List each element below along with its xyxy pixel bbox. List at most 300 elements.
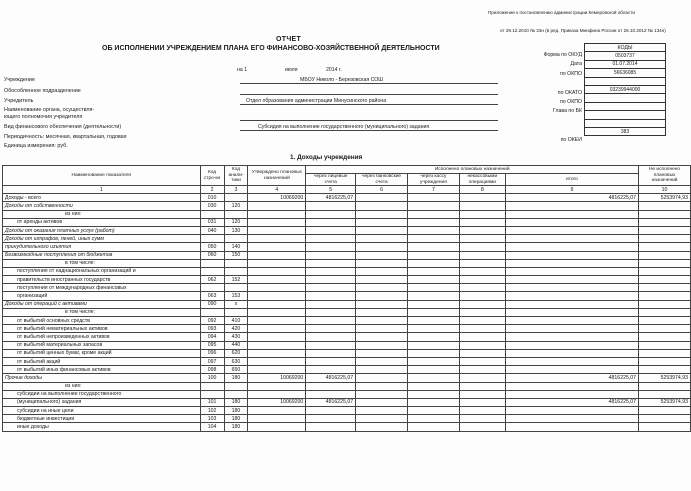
- cell-noncash: [459, 202, 505, 210]
- cell-notexec: [639, 235, 691, 243]
- cell-accounts: [306, 202, 356, 210]
- cell-line: 104: [200, 423, 224, 431]
- date-prefix: на 1: [237, 67, 248, 73]
- cell-cash: [408, 194, 460, 202]
- cell-name: в том числе:: [3, 259, 201, 267]
- cell-cash: [408, 317, 460, 325]
- cell-line: 092: [200, 317, 224, 325]
- cell-line: 093: [200, 325, 224, 333]
- cell-total: [505, 259, 638, 267]
- cell-approved: [248, 251, 306, 259]
- table-row: [3, 415, 691, 423]
- table-row: [3, 218, 691, 226]
- table-row: [3, 308, 691, 316]
- cell-name: Безвозмездные поступления от бюджетов: [3, 251, 201, 259]
- cell-approved: [248, 308, 306, 316]
- table-row: [3, 243, 691, 251]
- cell-name: от выбытий иных финансовых активов: [3, 366, 201, 374]
- cell-line: 031: [200, 218, 224, 226]
- table-row: [3, 210, 691, 218]
- table-row: [3, 317, 691, 325]
- table-row: [3, 202, 691, 210]
- cell-noncash: [459, 407, 505, 415]
- cell-total: [505, 357, 638, 365]
- cell-noncash: [459, 218, 505, 226]
- cell-notexec: [639, 202, 691, 210]
- cell-approved: [248, 415, 306, 423]
- cell-accounts: 4816225,07: [306, 374, 356, 382]
- cell-accounts: [306, 259, 356, 267]
- cell-accounts: [306, 366, 356, 374]
- frequency-label: Периодичность: месячная, квартальная, годовая: [4, 134, 127, 140]
- cell-line: [200, 390, 224, 398]
- cell-approved: [248, 267, 306, 275]
- cell-cash: [408, 259, 460, 267]
- cell-approved: [248, 243, 306, 251]
- cell-noncash: [459, 276, 505, 284]
- cell-cash: [408, 366, 460, 374]
- cell-accounts: [306, 407, 356, 415]
- cell-approved: [248, 341, 306, 349]
- cell-approved: [248, 292, 306, 300]
- cell-cash: [408, 284, 460, 292]
- cell-total: [505, 276, 638, 284]
- col-header-via-accounts: через лицевые счета: [306, 174, 356, 186]
- cell-line: [200, 284, 224, 292]
- cell-name: поступления от наднациональных организаций и: [3, 267, 201, 275]
- column-number: 3: [224, 186, 248, 194]
- cell-approved: [248, 276, 306, 284]
- cell-notexec: [639, 415, 691, 423]
- cell-noncash: [459, 325, 505, 333]
- cell-approved: [248, 423, 306, 431]
- cell-notexec: [639, 357, 691, 365]
- cell-noncash: [459, 267, 505, 275]
- cell-line: 097: [200, 357, 224, 365]
- table-row: [3, 259, 691, 267]
- code-label: по ОКАТО: [557, 89, 582, 96]
- table-row: [3, 226, 691, 234]
- cell-bank: [356, 349, 408, 357]
- table-row: [3, 325, 691, 333]
- cell-cash: [408, 210, 460, 218]
- cell-notexec: [639, 341, 691, 349]
- cell-an: 130: [224, 226, 248, 234]
- cell-accounts: [306, 284, 356, 292]
- cell-accounts: [306, 308, 356, 316]
- col-header-name: Наименование показателя: [3, 166, 201, 186]
- founder-value: Отдел образования администрации Минусинского района: [246, 98, 387, 104]
- col-header-not-executed: Не исполнено плановых назначений: [639, 166, 691, 186]
- cell-total: [505, 235, 638, 243]
- cell-an: [224, 194, 248, 202]
- column-number: 7: [408, 186, 460, 194]
- cell-noncash: [459, 259, 505, 267]
- cell-accounts: [306, 267, 356, 275]
- cell-line: 010: [200, 194, 224, 202]
- cell-name: от выбытий акций: [3, 357, 201, 365]
- column-number: 8: [459, 186, 505, 194]
- cell-line: 060: [200, 251, 224, 259]
- cell-cash: [408, 349, 460, 357]
- col-header-approved: Утверждено плановых назначений: [248, 166, 306, 186]
- cell-line: [200, 210, 224, 218]
- col-header-via-bank: через банковские счета: [356, 174, 408, 186]
- institution-value: МБОУ Николо - Березовская СОШ: [300, 77, 384, 83]
- authority-underline: [240, 120, 498, 121]
- cell-cash: [408, 325, 460, 333]
- cell-name: от выбытий ценных бумаг, кроме акций: [3, 349, 201, 357]
- cell-total: [505, 202, 638, 210]
- cell-approved: 10069200: [248, 398, 306, 406]
- cell-accounts: [306, 210, 356, 218]
- cell-an: 440: [224, 341, 248, 349]
- cell-line: 095: [200, 341, 224, 349]
- cell-bank: [356, 341, 408, 349]
- cell-line: 030: [200, 202, 224, 210]
- cell-approved: [248, 366, 306, 374]
- institution-underline: [240, 83, 498, 84]
- cell-noncash: [459, 235, 505, 243]
- table-row: [3, 398, 691, 406]
- cell-notexec: [639, 423, 691, 431]
- cell-approved: [248, 226, 306, 234]
- cell-line: 100: [200, 374, 224, 382]
- code-value: 0503737: [585, 52, 666, 60]
- cell-notexec: [639, 218, 691, 226]
- activity-underline: [240, 130, 498, 131]
- table-row: [3, 374, 691, 382]
- table-row: [3, 357, 691, 365]
- cell-cash: [408, 235, 460, 243]
- cell-cash: [408, 341, 460, 349]
- cell-total: [505, 210, 638, 218]
- cell-an: 180: [224, 407, 248, 415]
- cell-noncash: [459, 292, 505, 300]
- cell-line: [200, 267, 224, 275]
- cell-notexec: [639, 243, 691, 251]
- cell-an: 620: [224, 349, 248, 357]
- table-row: [3, 292, 691, 300]
- column-number-row: [3, 186, 691, 194]
- table-row: [3, 251, 691, 259]
- cell-line: 094: [200, 333, 224, 341]
- cell-line: 098: [200, 366, 224, 374]
- cell-noncash: [459, 423, 505, 431]
- cell-total: [505, 300, 638, 308]
- cell-cash: [408, 276, 460, 284]
- cell-accounts: [306, 276, 356, 284]
- cell-name: в том числе:: [3, 308, 201, 316]
- date-month: июля: [285, 67, 298, 73]
- code-label: по ОКЕИ: [560, 136, 582, 143]
- cell-bank: [356, 382, 408, 390]
- code-value: [585, 94, 666, 102]
- cell-bank: [356, 333, 408, 341]
- cell-noncash: [459, 194, 505, 202]
- cell-accounts: [306, 349, 356, 357]
- cell-cash: [408, 374, 460, 382]
- cell-cash: [408, 415, 460, 423]
- cell-total: [505, 251, 638, 259]
- table-row: [3, 390, 691, 398]
- cell-bank: [356, 259, 408, 267]
- cell-approved: [248, 357, 306, 365]
- cell-total: [505, 349, 638, 357]
- code-label: по ОКПО: [560, 99, 582, 105]
- cell-cash: [408, 407, 460, 415]
- cell-an: 152: [224, 276, 248, 284]
- cell-noncash: [459, 243, 505, 251]
- cell-bank: [356, 374, 408, 382]
- activity-label: Вид финансового обеспечения (деятельности): [4, 124, 122, 130]
- cell-name: Доходы - всего: [3, 194, 201, 202]
- code-value: [585, 119, 666, 127]
- cell-accounts: [306, 333, 356, 341]
- cell-total: [505, 317, 638, 325]
- column-number: 2: [200, 186, 224, 194]
- cell-name: иные доходы: [3, 423, 201, 431]
- cell-notexec: [639, 267, 691, 275]
- cell-name: от аренды активов: [3, 218, 201, 226]
- table-row: [3, 300, 691, 308]
- cell-total: [505, 333, 638, 341]
- code-label: Форма по ОКУД: [543, 52, 582, 58]
- cell-noncash: [459, 357, 505, 365]
- cell-approved: [248, 259, 306, 267]
- cell-notexec: [639, 317, 691, 325]
- activity-value: Субсидия на выполнение государственного (муниципального) задания: [258, 124, 430, 130]
- cell-accounts: [306, 243, 356, 251]
- cell-accounts: [306, 325, 356, 333]
- cell-an: [224, 308, 248, 316]
- code-value: 01.07.2014: [585, 60, 666, 68]
- table-row: [3, 267, 691, 275]
- cell-bank: [356, 194, 408, 202]
- cell-noncash: [459, 366, 505, 374]
- cell-name: от выбытий материальных запасов: [3, 341, 201, 349]
- cell-total: 4816225,07: [505, 374, 638, 382]
- cell-bank: [356, 218, 408, 226]
- cell-cash: [408, 398, 460, 406]
- cell-name: принудительного изъятия: [3, 243, 201, 251]
- cell-approved: [248, 202, 306, 210]
- code-value: [585, 77, 666, 85]
- cell-notexec: [639, 349, 691, 357]
- cell-notexec: [639, 276, 691, 284]
- date-year: 2014 г.: [326, 67, 342, 73]
- table-row: [3, 407, 691, 415]
- cell-approved: [248, 300, 306, 308]
- cell-accounts: [306, 390, 356, 398]
- col-header-total: итого: [505, 174, 638, 186]
- cell-bank: [356, 276, 408, 284]
- authority-label-2: ющего полномочия учредителя: [4, 114, 83, 120]
- cell-an: 180: [224, 398, 248, 406]
- cell-an: [224, 284, 248, 292]
- column-number: 6: [356, 186, 408, 194]
- cell-approved: [248, 382, 306, 390]
- cell-bank: [356, 366, 408, 374]
- cell-bank: [356, 317, 408, 325]
- cell-bank: [356, 423, 408, 431]
- code-label: Дата: [570, 61, 582, 68]
- cell-bank: [356, 390, 408, 398]
- code-value: 56636085: [585, 69, 666, 77]
- cell-approved: [248, 407, 306, 415]
- cell-name: от выбытий основных средств: [3, 317, 201, 325]
- cell-name: правительств иностранных государств: [3, 276, 201, 284]
- unit-label: Единица измерения: руб.: [4, 143, 68, 149]
- cell-approved: [248, 325, 306, 333]
- cell-cash: [408, 243, 460, 251]
- cell-bank: [356, 202, 408, 210]
- col-header-analytics-code: Код анали-тики: [224, 166, 248, 186]
- table-row: [3, 235, 691, 243]
- cell-name: бюджетные инвестиции: [3, 415, 201, 423]
- section-title: 1. Доходы учреждения: [290, 154, 363, 161]
- cell-notexec: 5253974,93: [639, 374, 691, 382]
- cell-line: 040: [200, 226, 224, 234]
- cell-approved: [248, 210, 306, 218]
- cell-an: [224, 235, 248, 243]
- cell-notexec: 5253974,93: [639, 194, 691, 202]
- cell-noncash: [459, 317, 505, 325]
- cell-accounts: [306, 357, 356, 365]
- cell-an: 430: [224, 333, 248, 341]
- cell-line: 090: [200, 300, 224, 308]
- cell-line: 096: [200, 349, 224, 357]
- cell-line: [200, 259, 224, 267]
- cell-an: 150: [224, 251, 248, 259]
- cell-name: поступления от международных финансовых: [3, 284, 201, 292]
- cell-total: [505, 292, 638, 300]
- cell-notexec: [639, 407, 691, 415]
- cell-an: [224, 210, 248, 218]
- cell-approved: [248, 349, 306, 357]
- cell-name: из них:: [3, 210, 201, 218]
- column-number: 10: [639, 186, 691, 194]
- col-header-noncash: некассовыми операциями: [459, 174, 505, 186]
- cell-cash: [408, 218, 460, 226]
- cell-accounts: [306, 382, 356, 390]
- cell-noncash: [459, 333, 505, 341]
- codes-table: [584, 43, 666, 136]
- founder-label: Учредитель: [4, 98, 34, 104]
- cell-name: от выбытий непроизведенных активов: [3, 333, 201, 341]
- table-header-row-1: [3, 166, 691, 174]
- cell-noncash: [459, 300, 505, 308]
- cell-notexec: [639, 292, 691, 300]
- authority-label-1: Наименование органа, осуществля-: [4, 107, 95, 113]
- cell-noncash: [459, 251, 505, 259]
- cell-an: 153: [224, 292, 248, 300]
- table-row: [3, 382, 691, 390]
- cell-total: [505, 341, 638, 349]
- cell-total: [505, 284, 638, 292]
- cell-notexec: [639, 300, 691, 308]
- cell-an: [224, 382, 248, 390]
- code-value: 03239944000: [585, 85, 666, 93]
- cell-accounts: [306, 341, 356, 349]
- cell-an: 630: [224, 357, 248, 365]
- cell-name: Прочие доходы: [3, 374, 201, 382]
- cell-cash: [408, 423, 460, 431]
- col-header-line-code: Код стро-ки: [200, 166, 224, 186]
- cell-total: [505, 423, 638, 431]
- cell-an: [224, 259, 248, 267]
- code-label: Глава по БК: [552, 108, 582, 115]
- cell-approved: [248, 317, 306, 325]
- cell-cash: [408, 390, 460, 398]
- column-number: 4: [248, 186, 306, 194]
- cell-name: Доходы от собственности: [3, 202, 201, 210]
- cell-total: [505, 218, 638, 226]
- cell-noncash: [459, 284, 505, 292]
- cell-notexec: [639, 366, 691, 374]
- cell-bank: [356, 398, 408, 406]
- cell-an: 120: [224, 202, 248, 210]
- cell-notexec: 5253974,93: [639, 398, 691, 406]
- cell-bank: [356, 235, 408, 243]
- cell-an: 140: [224, 243, 248, 251]
- cell-an: 650: [224, 366, 248, 374]
- cell-total: [505, 325, 638, 333]
- cell-name: субсидии на иные цели: [3, 407, 201, 415]
- cell-bank: [356, 308, 408, 316]
- cell-name: субсидии на выполнение государственного: [3, 390, 201, 398]
- cell-name: из них:: [3, 382, 201, 390]
- cell-bank: [356, 407, 408, 415]
- cell-accounts: [306, 415, 356, 423]
- cell-bank: [356, 243, 408, 251]
- cell-accounts: 4816225,07: [306, 398, 356, 406]
- cell-bank: [356, 325, 408, 333]
- cell-total: 4816225,07: [505, 398, 638, 406]
- cell-name: Доходы от штрафов, пеней, иных сумм: [3, 235, 201, 243]
- cell-accounts: [306, 292, 356, 300]
- cell-noncash: [459, 349, 505, 357]
- cell-bank: [356, 226, 408, 234]
- cell-approved: [248, 235, 306, 243]
- table-row: [3, 284, 691, 292]
- cell-cash: [408, 308, 460, 316]
- cell-cash: [408, 226, 460, 234]
- table-row: [3, 341, 691, 349]
- code-label: по ОКПО: [560, 70, 582, 77]
- code-value: [585, 111, 666, 119]
- cell-accounts: [306, 226, 356, 234]
- cell-approved: [248, 218, 306, 226]
- cell-approved: [248, 333, 306, 341]
- cell-name: (муниципального) задания: [3, 398, 201, 406]
- header-note-2: от 29.12.2010 № 33н (в ред. Приказа Минфина России от 26.10.2012 № 134н): [500, 28, 666, 33]
- cell-bank: [356, 300, 408, 308]
- cell-cash: [408, 300, 460, 308]
- column-number: 5: [306, 186, 356, 194]
- cell-line: 103: [200, 415, 224, 423]
- cell-accounts: [306, 317, 356, 325]
- cell-total: [505, 407, 638, 415]
- cell-bank: [356, 210, 408, 218]
- cell-cash: [408, 292, 460, 300]
- cell-line: [200, 308, 224, 316]
- cell-name: от выбытий нематериальных активов: [3, 325, 201, 333]
- cell-line: [200, 235, 224, 243]
- cell-total: [505, 390, 638, 398]
- cell-name: организаций: [3, 292, 201, 300]
- cell-noncash: [459, 382, 505, 390]
